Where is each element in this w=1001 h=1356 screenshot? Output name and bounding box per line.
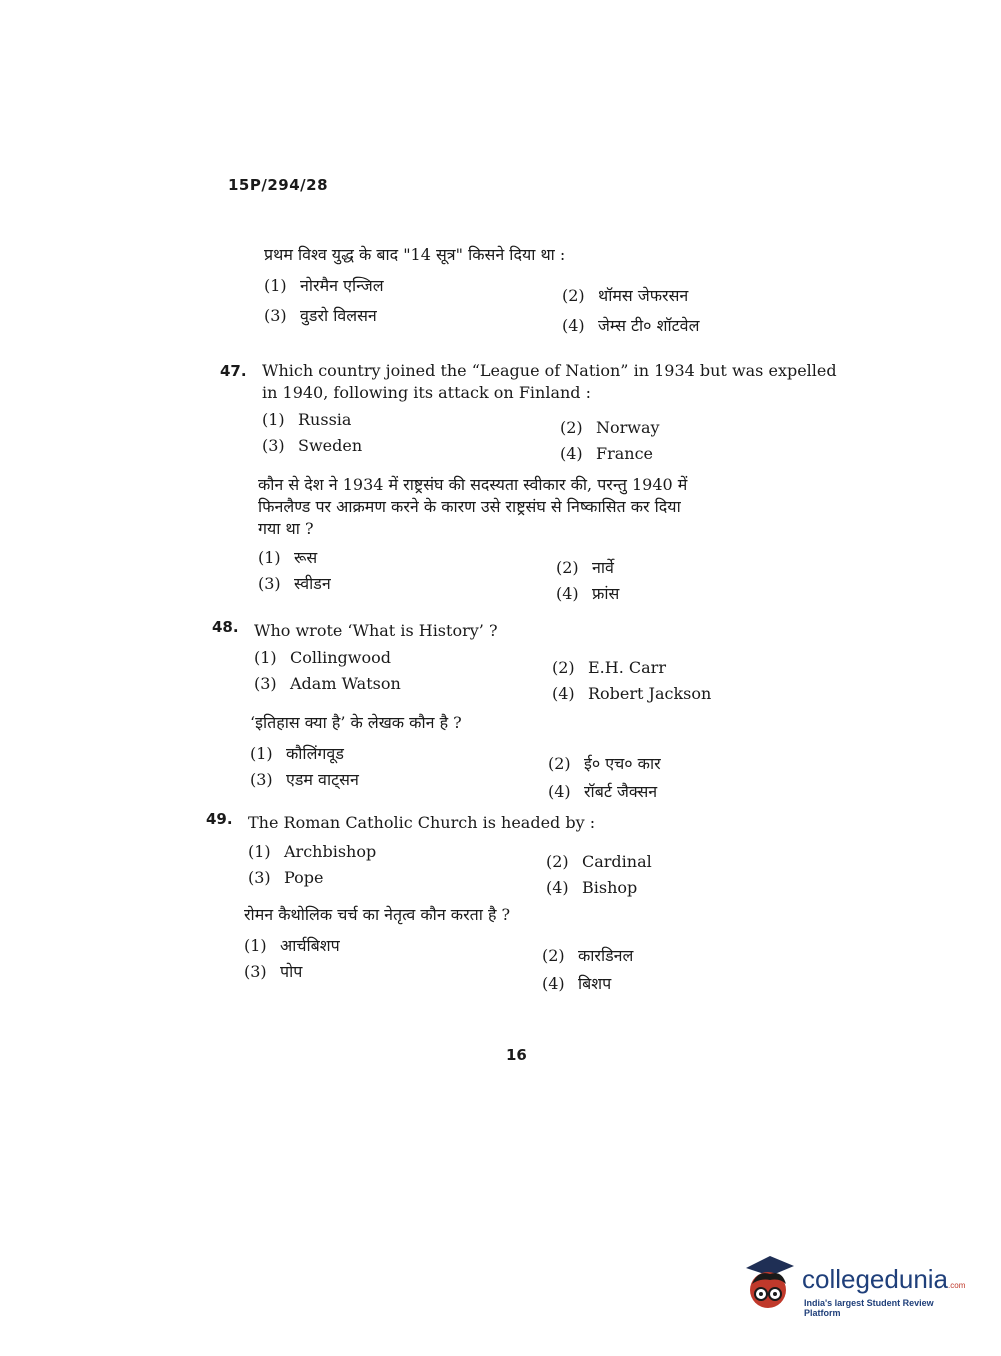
option-1: (1) नोरमैन एन्जिल xyxy=(264,276,384,295)
option-1: (1) Russia xyxy=(262,410,352,429)
question-text: प्रथम विश्व युद्ध के बाद "14 सूत्र" किसने दिया था : xyxy=(264,245,566,264)
options xyxy=(250,738,850,801)
question-48-hindi xyxy=(250,712,850,801)
question-48 xyxy=(254,620,854,704)
question-49 xyxy=(248,812,848,896)
option-3: (3) एडम वाट्सन xyxy=(250,770,359,789)
question-47-hindi xyxy=(258,474,858,602)
page-number: 16 xyxy=(506,1046,527,1064)
option-2: (2) थॉमस जेफरसन xyxy=(562,286,689,305)
option-4: (4) फ्रांस xyxy=(556,584,620,603)
paper-code: 15P/294/28 xyxy=(228,176,329,194)
option-3: (3) Sweden xyxy=(262,436,363,455)
question-text: रोमन कैथोलिक चर्च का नेतृत्व कौन करता है ? xyxy=(244,905,511,924)
option-3: (3) Pope xyxy=(248,868,324,887)
options xyxy=(254,646,854,704)
option-1: (1) कौलिंगवूड xyxy=(250,744,344,763)
option-3: (3) Adam Watson xyxy=(254,674,401,693)
option-4: (4) बिशप xyxy=(542,974,612,993)
option-4: (4) जेम्स टी० शॉटवेल xyxy=(562,316,700,335)
question-number: 48. xyxy=(212,618,239,636)
logo-wordmark: collegedunia.com xyxy=(802,1264,966,1294)
question-text: Who wrote ‘What is History’ ? xyxy=(254,621,498,640)
option-2: (2) Cardinal xyxy=(546,852,652,871)
mascot-icon xyxy=(740,1250,798,1316)
question-text: ‘इतिहास क्या है’ के लेखक कौन है ? xyxy=(250,713,462,732)
question-text: फिनलैण्ड पर आक्रमण करने के कारण उसे राष्ट्रसंघ से निष्कासित कर दिया xyxy=(258,497,681,516)
option-2: (2) ई० एच० कार xyxy=(548,754,661,773)
question-text: in 1940, following its attack on Finland : xyxy=(262,383,592,402)
options xyxy=(262,408,862,466)
option-2: (2) कारडिनल xyxy=(542,946,634,965)
question-text: Which country joined the “League of Nation” in 1934 but was expelled xyxy=(262,361,837,380)
question-text: The Roman Catholic Church is headed by : xyxy=(248,813,596,832)
options xyxy=(248,838,848,896)
question-47 xyxy=(262,360,862,466)
option-4: (4) France xyxy=(560,444,654,463)
option-1: (1) Collingwood xyxy=(254,648,391,667)
option-1: (1) Archbishop xyxy=(248,842,377,861)
question-text: कौन से देश ने 1934 में राष्ट्रसंघ की सदस्यता स्वीकार की, परन्तु 1940 में xyxy=(258,475,688,494)
collegedunia-logo xyxy=(740,1250,970,1322)
option-2: (2) Norway xyxy=(560,418,660,437)
question-49-hindi xyxy=(244,904,844,993)
options xyxy=(264,270,824,335)
option-4: (4) रॉबर्ट जैक्सन xyxy=(548,782,658,801)
options xyxy=(244,930,844,993)
option-4: (4) Bishop xyxy=(546,878,638,897)
option-3: (3) स्वीडन xyxy=(258,574,331,593)
option-2: (2) नार्वे xyxy=(556,558,614,577)
option-3: (3) पोप xyxy=(244,962,303,981)
option-3: (3) वुडरो विलसन xyxy=(264,306,377,325)
question-46-hindi xyxy=(264,244,824,335)
logo-suffix: .com xyxy=(948,1281,966,1290)
option-1: (1) रूस xyxy=(258,548,318,567)
question-number: 49. xyxy=(206,810,233,828)
option-2: (2) E.H. Carr xyxy=(552,658,666,677)
option-4: (4) Robert Jackson xyxy=(552,684,712,703)
question-number: 47. xyxy=(220,362,247,380)
options xyxy=(258,544,858,602)
logo-tagline: India's largest Student Review Platform xyxy=(804,1298,934,1318)
question-text: गया था ? xyxy=(258,519,314,538)
option-1: (1) आर्चबिशप xyxy=(244,936,340,955)
